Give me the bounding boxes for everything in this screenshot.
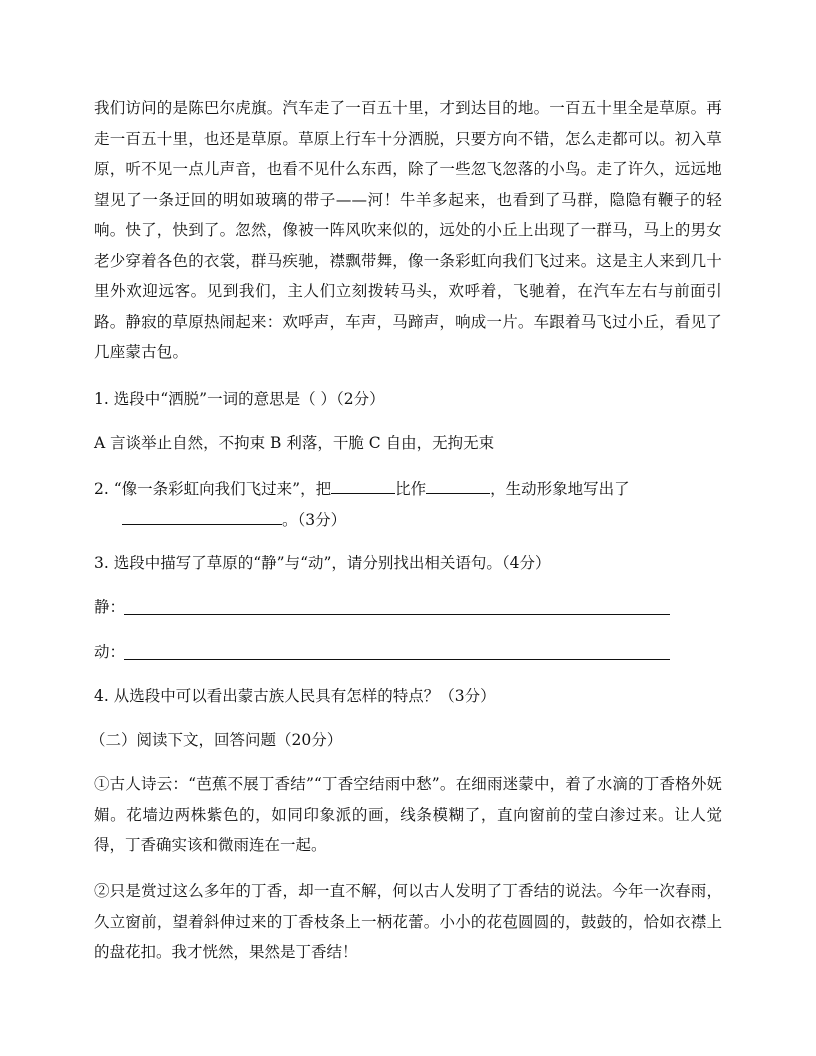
question-2	[94, 477, 630, 500]
question-2-end: 。（3分）	[282, 511, 347, 529]
question-2-blank-2[interactable]	[426, 477, 490, 494]
question-2-prefix: 2. “像一条彩虹向我们飞过来”，把	[94, 480, 332, 498]
section-two-paragraph-2: ②只是赏过这么多年的丁香，却一直不解，何以古人发明了丁香结的说法。今年一次春雨，久立窗前，望着斜伸过来的丁香枝条上一柄花蕾。小小的花苞圆圆的，鼓鼓的，恰如衣襟上的盘花扣。我才恍然，果然是丁香结！	[94, 882, 722, 961]
question-2-suffix: ，生动形象地写出了	[490, 480, 630, 498]
question-4: 4. 从选段中可以看出蒙古族人民具有怎样的特点？（3分）	[94, 687, 496, 705]
question-2-continued	[122, 508, 346, 531]
question-3-static-answer-line[interactable]	[124, 614, 670, 615]
section-two-heading: （二）阅读下文，回答问题（20分）	[90, 731, 343, 749]
question-3-static-label: 静：	[94, 598, 126, 616]
question-2-mid: 比作	[395, 480, 427, 498]
section-two-paragraph-1: ①古人诗云：“芭蕉不展丁香结”“丁香空结雨中愁”。在细雨迷蒙中，着了水滴的丁香格外妩媚。花墙边两株紫色的，如同印象派的画，线条模糊了，直向窗前的莹白渗过来。让人觉得，丁香确实该和微雨连在一起。	[94, 775, 722, 854]
question-2-blank-3[interactable]	[122, 508, 282, 525]
question-2-blank-1[interactable]	[331, 477, 395, 494]
question-1: 1. 选段中“洒脱”一词的意思是（ ）（2分）	[94, 390, 385, 408]
passage-one: 我们访问的是陈巴尔虎旗。汽车走了一百五十里，才到达目的地。一百五十里全是草原。再走一百五十里，也还是草原。草原上行车十分洒脱，只要方向不错，怎么走都可以。初入草原，听不见一点儿声音，也看不见什么东西，除了一些忽飞忽落的小鸟。走了许久，远远地望见了一条迂回的明如玻璃的带子——河！牛羊多起来，也看到了马群，隐隐有鞭子的轻响。快了，快到了。忽然，像被一阵风吹来似的，远处的小丘上出现了一群马，马上的男女老少穿着各色的衣裳，群马疾驰，襟飘带舞，像一条彩虹向我们飞过来。这是主人来到几十里外欢迎远客。见到我们，主人们立刻拨转马头，欢呼着，飞驰着，在汽车左右与前面引路。静寂的草原热闹起来：欢呼声，车声，马蹄声，响成一片。车跟着马飞过小丘，看见了几座蒙古包。	[94, 99, 723, 361]
question-1-options: A 言谈举止自然，不拘束 B 利落，干脆 C 自由，无拘无束	[94, 434, 495, 452]
question-3-dynamic-answer-line[interactable]	[124, 659, 670, 660]
question-3-dynamic-label: 动：	[94, 643, 126, 661]
question-3: 3. 选段中描写了草原的“静”与“动”，请分别找出相关语句。（4分）	[94, 554, 551, 572]
